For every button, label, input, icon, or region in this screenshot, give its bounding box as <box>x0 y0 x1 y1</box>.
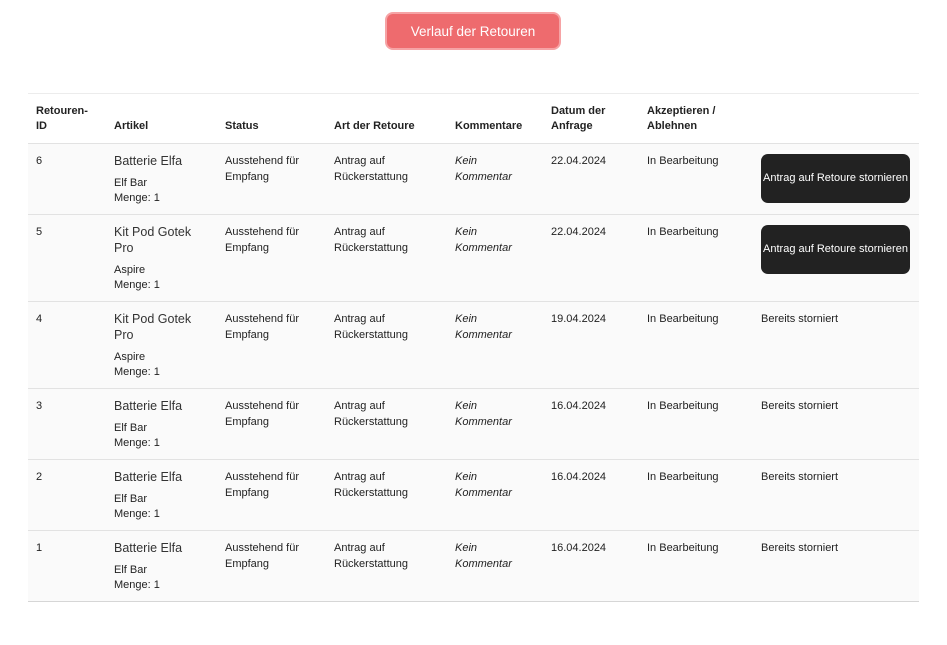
request-date: 22.04.2024 <box>543 215 639 302</box>
column-header-comments: Kommentare <box>447 94 543 144</box>
return-status: Ausstehend für Empfang <box>217 144 326 215</box>
column-header-article: Artikel <box>106 94 217 144</box>
cancel-return-button[interactable]: Antrag auf Retoure stornieren <box>761 154 910 203</box>
return-type: Antrag auf Rückerstattung <box>326 302 447 389</box>
return-comment: Kein Kommentar <box>447 460 543 531</box>
return-id: 1 <box>28 531 106 602</box>
action-cell <box>753 144 919 215</box>
table-row <box>28 531 919 602</box>
return-comment: Kein Kommentar <box>447 531 543 602</box>
cancel-return-button[interactable]: Antrag auf Retoure stornieren <box>761 225 910 274</box>
article-quantity: Menge: 1 <box>114 366 160 378</box>
article-brand: Elf Bar <box>114 177 148 189</box>
table-row <box>28 144 919 215</box>
column-header-action <box>753 94 919 144</box>
request-date: 16.04.2024 <box>543 531 639 602</box>
article-cell <box>106 144 217 215</box>
return-id: 5 <box>28 215 106 302</box>
return-type: Antrag auf Rückerstattung <box>326 215 447 302</box>
decision-status: In Bearbeitung <box>639 215 753 302</box>
request-date: 16.04.2024 <box>543 389 639 460</box>
column-header-return-type: Art der Retoure <box>326 94 447 144</box>
table-row <box>28 460 919 531</box>
return-type: Antrag auf Rückerstattung <box>326 144 447 215</box>
table-row <box>28 215 919 302</box>
article-cell <box>106 302 217 389</box>
return-id: 3 <box>28 389 106 460</box>
article-quantity: Menge: 1 <box>114 579 160 591</box>
article-cell <box>106 215 217 302</box>
article-name: Batterie Elfa <box>114 470 183 484</box>
returns-history-button[interactable]: Verlauf der Retouren <box>385 12 561 50</box>
article-quantity: Menge: 1 <box>114 279 160 291</box>
column-header-request-date: Datum der Anfrage <box>543 94 639 144</box>
decision-status: In Bearbeitung <box>639 389 753 460</box>
column-header-decision: Akzeptieren / Ablehnen <box>639 94 753 144</box>
article-cell <box>106 389 217 460</box>
article-name: Batterie Elfa <box>114 154 183 168</box>
article-brand: Aspire <box>114 351 146 363</box>
return-status: Ausstehend für Empfang <box>217 302 326 389</box>
return-type: Antrag auf Rückerstattung <box>326 531 447 602</box>
request-date: 19.04.2024 <box>543 302 639 389</box>
return-status: Ausstehend für Empfang <box>217 389 326 460</box>
article-quantity: Menge: 1 <box>114 437 160 449</box>
returns-table <box>28 93 919 602</box>
return-type: Antrag auf Rückerstattung <box>326 389 447 460</box>
return-status: Ausstehend für Empfang <box>217 460 326 531</box>
column-header-status: Status <box>217 94 326 144</box>
article-name: Batterie Elfa <box>114 399 183 413</box>
cancelled-status: Bereits storniert <box>753 460 919 531</box>
article-cell <box>106 531 217 602</box>
return-comment: Kein Kommentar <box>447 215 543 302</box>
decision-status: In Bearbeitung <box>639 302 753 389</box>
article-cell <box>106 460 217 531</box>
article-quantity: Menge: 1 <box>114 508 160 520</box>
cancelled-status: Bereits storniert <box>753 389 919 460</box>
return-id: 2 <box>28 460 106 531</box>
decision-status: In Bearbeitung <box>639 460 753 531</box>
article-quantity: Menge: 1 <box>114 192 160 204</box>
article-name: Kit Pod Gotek Pro <box>114 312 192 342</box>
return-comment: Kein Kommentar <box>447 144 543 215</box>
return-comment: Kein Kommentar <box>447 389 543 460</box>
table-row <box>28 302 919 389</box>
cancelled-status: Bereits storniert <box>753 302 919 389</box>
article-name: Kit Pod Gotek Pro <box>114 225 192 255</box>
article-brand: Elf Bar <box>114 564 148 576</box>
return-comment: Kein Kommentar <box>447 302 543 389</box>
article-brand: Elf Bar <box>114 422 148 434</box>
column-header-id: Retouren-ID <box>28 94 106 144</box>
decision-status: In Bearbeitung <box>639 531 753 602</box>
return-status: Ausstehend für Empfang <box>217 531 326 602</box>
table-header-row <box>28 94 919 144</box>
cancelled-status: Bereits storniert <box>753 531 919 602</box>
return-type: Antrag auf Rückerstattung <box>326 460 447 531</box>
table-row <box>28 389 919 460</box>
article-name: Batterie Elfa <box>114 541 183 555</box>
request-date: 22.04.2024 <box>543 144 639 215</box>
return-id: 6 <box>28 144 106 215</box>
return-status: Ausstehend für Empfang <box>217 215 326 302</box>
request-date: 16.04.2024 <box>543 460 639 531</box>
article-brand: Elf Bar <box>114 493 148 505</box>
action-cell <box>753 215 919 302</box>
decision-status: In Bearbeitung <box>639 144 753 215</box>
return-id: 4 <box>28 302 106 389</box>
article-brand: Aspire <box>114 264 146 276</box>
